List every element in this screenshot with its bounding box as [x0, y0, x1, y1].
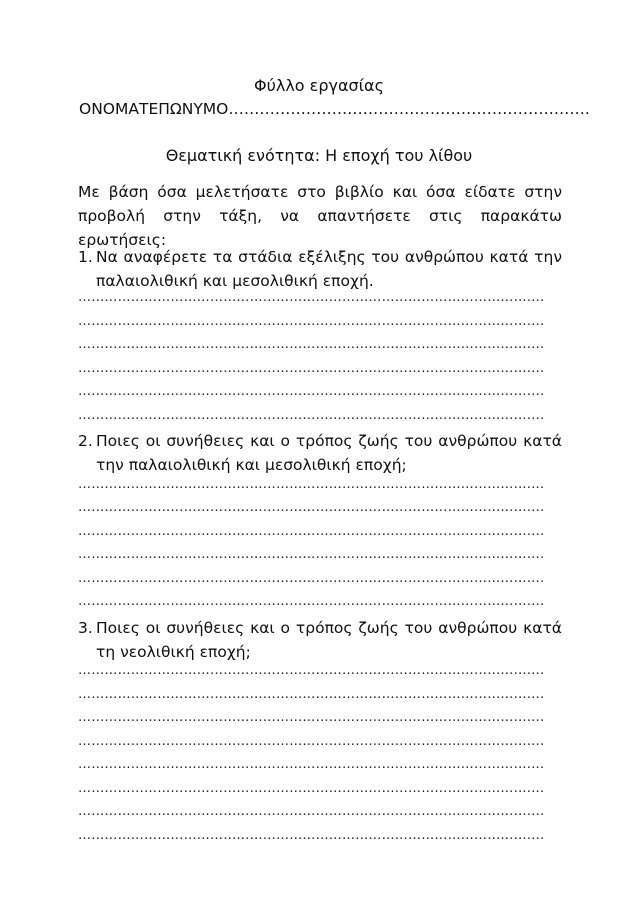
question-text: Ποιες οι συνήθειες και ο τρόπος ζωής του ανθρώπου κατά την παλαιολιθική και μεσολιθική εποχή;: [96, 432, 562, 474]
question-number: 3.: [78, 619, 93, 637]
question-text: Ποιες οι συνήθειες και ο τρόπος ζωής του ανθρώπου κατά τη νεολιθική εποχή;: [96, 619, 562, 661]
page-title: Φύλλο εργασίας: [254, 76, 384, 95]
answer-line[interactable]: …………………………………………………………………………………………….: [78, 757, 545, 772]
answer-line[interactable]: …………………………………………………………………………………………….: [78, 524, 545, 539]
question-text: Να αναφέρετε τα στάδια εξέλιξης του ανθρώπου κατά την παλαιολιθική και μεσολιθική εποχή.: [96, 248, 562, 290]
question-2: [78, 429, 562, 477]
name-field-label: ΟΝΟΜΑΤΕΠΩΝΥΜΟ…………………………………………………………….: [79, 100, 590, 118]
answer-line[interactable]: …………………………………………………………………………………………….: [78, 710, 545, 725]
intro-paragraph: Με βάση όσα μελετήσατε στο βιβλίο και όσα είδατε στην προβολή στην τάξη, να απαντήσετε στις παρακάτω ερωτήσεις:: [78, 183, 562, 249]
question-1: [78, 245, 562, 293]
answer-line[interactable]: …………………………………………………………………………………………….: [78, 571, 545, 586]
answer-line[interactable]: …………………………………………………………………………………………….: [78, 500, 545, 515]
answer-line[interactable]: …………………………………………………………………………………………….: [78, 477, 545, 492]
answer-line[interactable]: …………………………………………………………………………………………….: [78, 314, 545, 329]
answer-line[interactable]: …………………………………………………………………………………………….: [78, 384, 545, 399]
answer-line[interactable]: …………………………………………………………………………………………….: [78, 408, 545, 423]
answer-line[interactable]: …………………………………………………………………………………………….: [78, 804, 545, 819]
question-number: 2.: [78, 432, 93, 450]
answer-line[interactable]: …………………………………………………………………………………………….: [78, 337, 545, 352]
answer-line[interactable]: …………………………………………………………………………………………….: [78, 594, 545, 609]
question-3: [78, 616, 562, 664]
answer-line[interactable]: …………………………………………………………………………………………….: [78, 687, 545, 702]
answer-line[interactable]: …………………………………………………………………………………………….: [78, 828, 545, 843]
question-number: 1.: [78, 248, 93, 266]
answer-line[interactable]: …………………………………………………………………………………………….: [78, 361, 545, 376]
answer-line[interactable]: …………………………………………………………………………………………….: [78, 547, 545, 562]
answer-line[interactable]: …………………………………………………………………………………………….: [78, 781, 545, 796]
answer-line[interactable]: …………………………………………………………………………………………….: [78, 663, 545, 678]
theme-heading: Θεματική ενότητα: Η εποχή του λίθου: [165, 146, 473, 165]
answer-line[interactable]: …………………………………………………………………………………………….: [78, 734, 545, 749]
answer-line[interactable]: …………………………………………………………………………………………….: [78, 290, 545, 305]
